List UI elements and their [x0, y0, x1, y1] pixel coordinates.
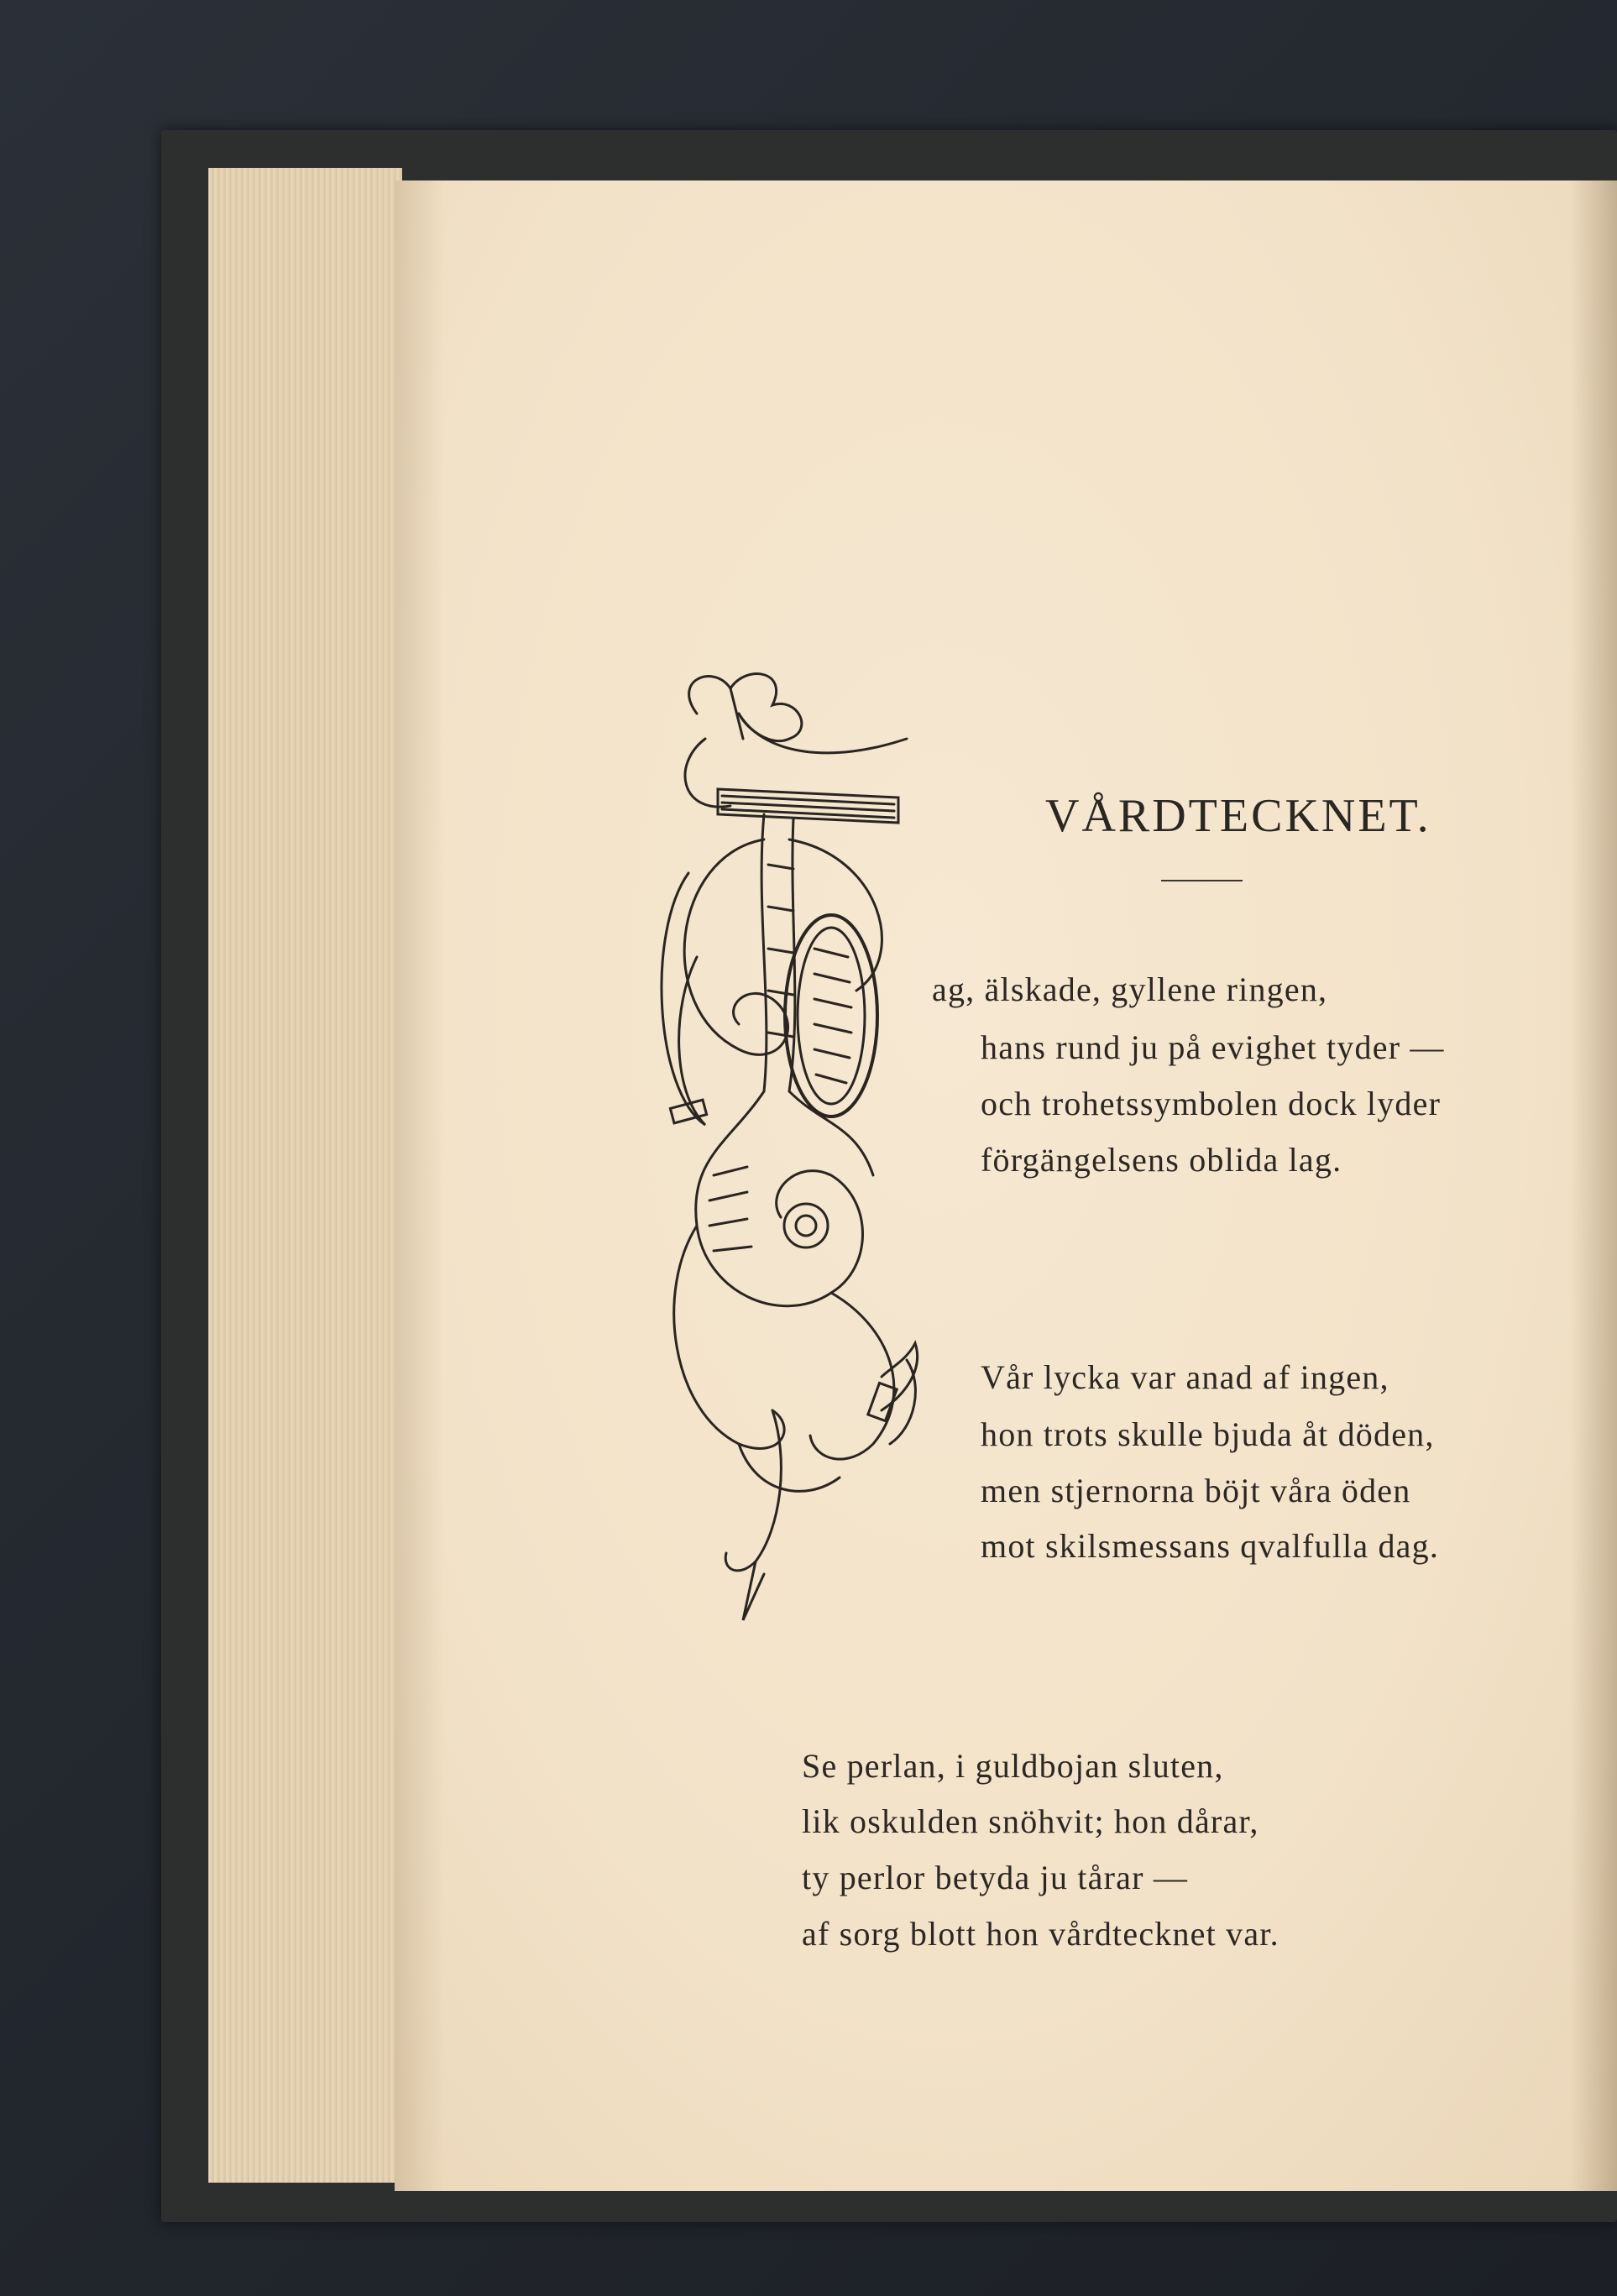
stanza-2-line-2: hon trots skulle bjuda åt döden,	[981, 1415, 1435, 1453]
stanza-1-line-2: hans rund ju på evighet tyder —	[981, 1028, 1445, 1066]
stanza-3-line-1: Se perlan, i guldbojan sluten,	[802, 1747, 1224, 1785]
stanza-2-line-4: mot skilsmessans qvalfulla dag.	[981, 1527, 1440, 1565]
poem-title: VÅRDTECKNET.	[1045, 790, 1431, 842]
stanza-2-line-1: Vår lycka var anad af ingen,	[981, 1358, 1389, 1396]
stanza-1-line-4: förgängelsens oblida lag.	[981, 1141, 1342, 1179]
stanza-1-line-3: och trohetssymbolen dock lyder	[981, 1085, 1442, 1122]
stanza-3-line-3: ty perlor betyda ju tårar —	[802, 1859, 1189, 1896]
page-edges	[208, 168, 402, 2183]
stanza-3-line-2: lik oskulden snöhvit; hon dårar,	[802, 1802, 1259, 1840]
page-curl-shadow	[1570, 180, 1617, 2191]
title-rule-divider	[1161, 880, 1243, 881]
spine-shadow	[395, 180, 445, 2191]
stanza-2-line-3: men stjernorna böjt våra öden	[981, 1472, 1411, 1509]
ornamental-initial-illustration	[638, 655, 940, 1645]
stanza-1-line-1: ag, älskade, gyllene ringen,	[932, 970, 1328, 1008]
stanza-3-line-4: af sorg blott hon vårdtecknet var.	[802, 1915, 1279, 1953]
